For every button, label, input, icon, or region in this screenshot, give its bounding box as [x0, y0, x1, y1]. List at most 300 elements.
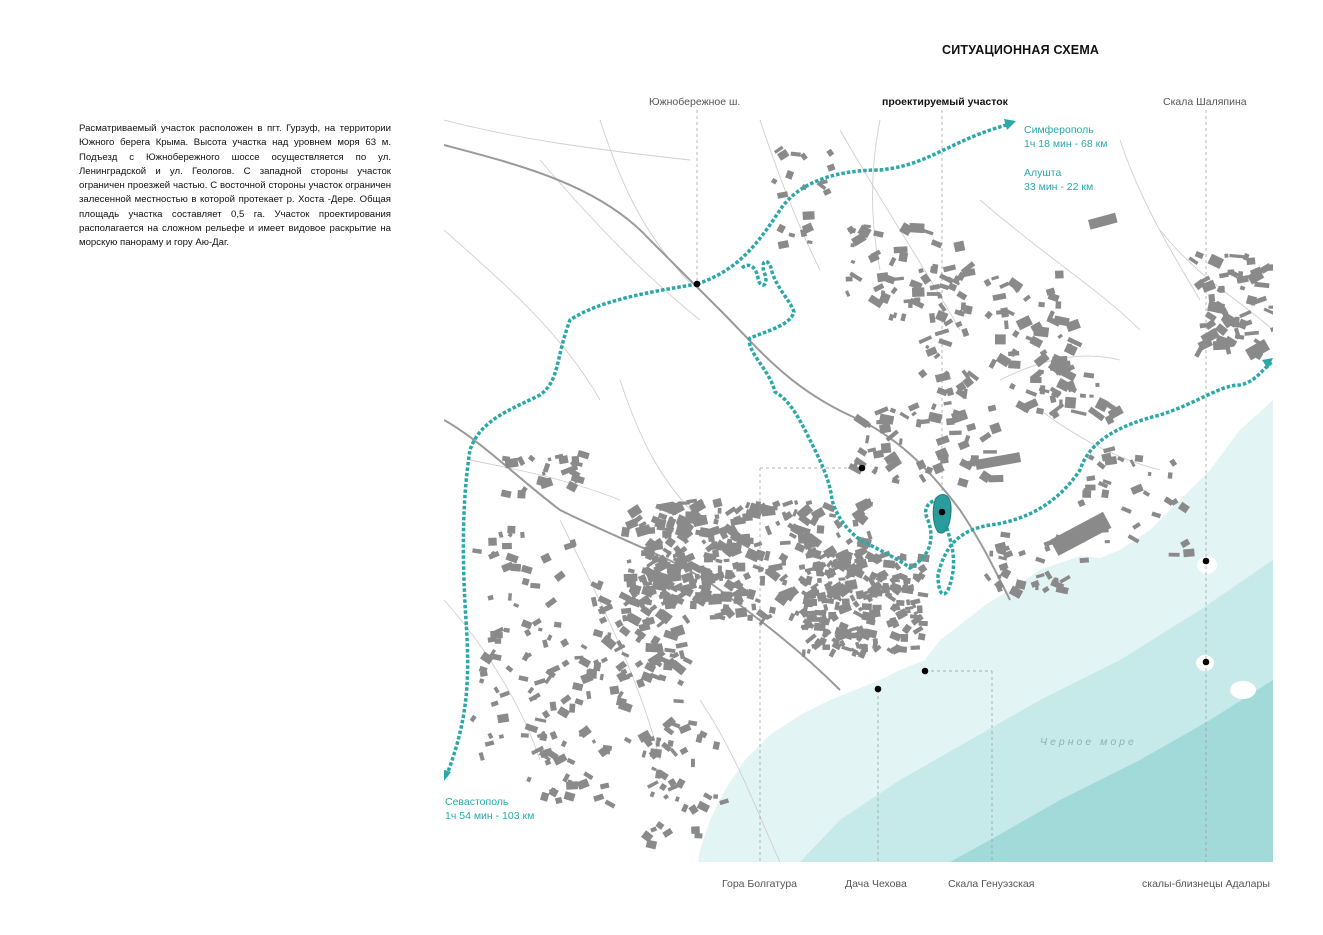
building — [681, 804, 689, 813]
building — [736, 534, 751, 545]
building — [651, 767, 657, 772]
building — [550, 731, 558, 740]
building — [918, 564, 928, 574]
building — [989, 551, 993, 557]
building — [920, 273, 931, 284]
building — [566, 781, 578, 790]
building — [586, 691, 591, 699]
building — [718, 566, 722, 573]
building — [1219, 272, 1229, 278]
building — [997, 338, 1004, 343]
building — [618, 701, 633, 713]
route-alushta-name: Алушта — [1024, 167, 1062, 179]
building — [911, 645, 921, 650]
building — [771, 178, 778, 185]
building — [1168, 472, 1173, 479]
building — [517, 490, 525, 499]
building — [826, 149, 834, 157]
route-sevastopol-name: Севастополь — [445, 796, 509, 808]
building — [845, 538, 853, 545]
building — [621, 652, 629, 658]
building — [989, 359, 997, 369]
building — [1270, 323, 1285, 332]
building — [1238, 271, 1243, 280]
building — [488, 538, 497, 546]
building — [902, 624, 912, 635]
building — [872, 605, 881, 610]
building — [989, 422, 1002, 434]
building — [919, 474, 927, 483]
building — [747, 615, 753, 621]
site-description: Расматриваемый участок расположен в пгт. Гурзуф, на территории Южного берега Крыма. Высота участка над уровнем моря 63 м. Подъезд с Южнобережного шоссе осуществляется по ул. Ленинградской и ул. Геологов. С западной стороны участок ограничен проезжей частью. С восточной стороны участок ограничен залесенной местностью в которой протекает р. Хоста -Дере. Общая площадь участка составляет 0,5 га. Участок проектирования располагается на сложном рельефе и имеет видовое раскрытие на морскую панораму и гору Аю-Даг. — [79, 123, 391, 249]
building — [949, 430, 962, 435]
building — [918, 592, 929, 598]
building — [845, 290, 850, 297]
building — [983, 450, 997, 453]
building — [988, 405, 997, 412]
building — [777, 224, 786, 234]
building — [946, 387, 954, 396]
building — [502, 543, 512, 549]
building — [891, 287, 898, 295]
building — [675, 796, 680, 802]
building — [642, 750, 647, 758]
building — [889, 257, 897, 267]
building — [567, 758, 576, 765]
building — [548, 457, 552, 461]
building — [869, 609, 881, 618]
building — [583, 771, 593, 780]
building — [487, 595, 493, 601]
building — [1012, 330, 1020, 338]
building — [723, 604, 730, 613]
building — [736, 563, 745, 572]
building — [935, 372, 951, 383]
building — [615, 619, 624, 628]
building — [528, 455, 536, 462]
building — [670, 748, 678, 757]
building — [569, 704, 575, 713]
building — [928, 412, 943, 424]
building — [769, 506, 778, 510]
building — [656, 620, 665, 628]
building — [505, 553, 518, 564]
building — [925, 345, 929, 349]
building — [796, 504, 813, 520]
building — [710, 615, 718, 620]
building — [918, 369, 927, 378]
building — [918, 268, 924, 273]
building — [931, 403, 937, 410]
building — [656, 821, 665, 830]
building — [673, 699, 683, 703]
building — [543, 463, 550, 473]
building — [495, 632, 503, 638]
building — [929, 313, 935, 323]
building — [865, 435, 870, 444]
building — [586, 669, 597, 678]
point-genoese-rock — [922, 668, 929, 675]
building — [1194, 346, 1203, 358]
building — [857, 447, 867, 456]
building — [1086, 475, 1095, 481]
building — [730, 517, 746, 526]
building — [800, 152, 808, 160]
arrow-simferopol — [1004, 119, 1016, 130]
building — [899, 412, 909, 420]
building — [1240, 286, 1246, 291]
building — [851, 260, 856, 264]
building — [1016, 315, 1033, 330]
building — [554, 571, 566, 582]
building — [521, 565, 533, 574]
building-large — [975, 452, 1021, 470]
building — [647, 780, 659, 788]
building — [479, 752, 485, 761]
building — [827, 164, 836, 172]
building — [490, 631, 496, 638]
building — [751, 603, 756, 610]
building — [992, 293, 1006, 301]
building — [916, 419, 923, 428]
building — [530, 583, 540, 589]
building — [901, 634, 909, 642]
building — [591, 597, 598, 607]
building — [788, 613, 795, 622]
route-simferopol — [697, 124, 1010, 284]
building — [662, 828, 673, 838]
building — [931, 264, 938, 274]
building — [806, 611, 815, 615]
building — [507, 526, 515, 534]
building — [1033, 326, 1049, 338]
building — [1135, 455, 1144, 463]
building — [939, 283, 950, 290]
building — [912, 287, 925, 297]
building — [1071, 409, 1087, 416]
building — [1009, 383, 1016, 390]
building — [492, 654, 502, 661]
building — [593, 794, 604, 802]
building — [841, 646, 852, 652]
building — [627, 559, 632, 563]
building — [765, 525, 772, 535]
building — [829, 513, 836, 517]
building — [979, 432, 991, 443]
building — [892, 573, 903, 581]
building — [609, 686, 619, 695]
building — [1239, 310, 1251, 318]
building — [667, 740, 673, 747]
building — [788, 233, 795, 238]
building — [791, 152, 801, 157]
building — [646, 739, 649, 744]
building — [879, 423, 891, 433]
building — [735, 607, 747, 618]
building — [794, 500, 798, 505]
building — [1151, 512, 1161, 519]
building — [743, 572, 751, 580]
building — [883, 583, 889, 591]
building — [849, 594, 855, 601]
building — [557, 706, 570, 718]
building — [943, 264, 956, 272]
building — [493, 686, 499, 693]
building — [572, 682, 583, 691]
building — [581, 644, 588, 650]
point-upper — [859, 465, 866, 472]
building-large — [1088, 213, 1118, 230]
building — [889, 631, 901, 642]
building — [918, 621, 927, 626]
building — [817, 578, 822, 583]
building — [814, 610, 825, 616]
building — [1000, 532, 1010, 538]
building — [968, 461, 972, 466]
building — [900, 313, 906, 321]
label-shalyapin-rock: Скала Шаляпина — [1163, 96, 1247, 108]
building — [691, 826, 700, 834]
building — [905, 606, 913, 610]
building — [906, 599, 910, 605]
building — [498, 531, 503, 538]
label-bolgatura: Гора Болгатура — [722, 878, 797, 890]
building — [555, 797, 563, 804]
building — [1169, 553, 1180, 557]
building — [966, 423, 976, 432]
building — [540, 553, 551, 564]
building — [1183, 549, 1195, 558]
building — [622, 615, 627, 622]
building — [547, 634, 553, 641]
building — [688, 804, 698, 815]
building — [560, 694, 571, 704]
building — [961, 328, 969, 337]
building — [650, 827, 657, 833]
building — [799, 564, 806, 570]
building — [999, 282, 1009, 289]
building — [836, 532, 841, 538]
building — [545, 597, 557, 608]
building — [847, 225, 856, 234]
building — [592, 739, 597, 744]
building — [850, 243, 854, 247]
building — [532, 618, 542, 626]
building — [1055, 271, 1064, 279]
building — [754, 541, 763, 547]
building — [938, 338, 952, 347]
building — [1229, 254, 1244, 259]
building — [957, 478, 968, 488]
building — [663, 794, 669, 800]
building — [777, 191, 788, 198]
point-site — [939, 509, 946, 516]
building — [505, 665, 513, 673]
building — [918, 633, 926, 641]
building — [535, 717, 547, 723]
building — [542, 710, 550, 719]
building — [522, 578, 530, 586]
building — [1083, 372, 1094, 378]
building — [521, 733, 529, 738]
building — [1188, 257, 1198, 265]
building — [857, 595, 860, 599]
building — [650, 791, 655, 797]
building — [769, 607, 776, 614]
label-black-sea: Черное море — [1040, 736, 1137, 748]
building — [554, 622, 562, 628]
building — [593, 629, 604, 638]
building — [545, 759, 552, 766]
building — [1038, 302, 1045, 308]
building — [1207, 254, 1224, 269]
building — [859, 644, 868, 650]
building — [491, 700, 499, 707]
building — [1057, 334, 1063, 339]
building — [1148, 472, 1152, 476]
building — [780, 541, 791, 545]
building — [621, 608, 631, 614]
building — [542, 639, 548, 648]
building — [540, 792, 549, 802]
building — [1085, 485, 1095, 491]
building — [908, 402, 920, 411]
label-genoese-rock: Скала Генуэзская — [948, 878, 1035, 890]
building — [513, 603, 519, 608]
building — [1080, 557, 1090, 563]
route-sevastopol-time: 1ч 54 мин - 103 км — [445, 810, 535, 822]
building — [472, 548, 482, 554]
page-title: СИТУАЦИОННАЯ СХЕМА — [942, 43, 1100, 57]
building — [1007, 277, 1023, 292]
building — [600, 674, 604, 681]
building — [508, 593, 512, 601]
building — [1059, 399, 1063, 408]
building — [1035, 557, 1045, 564]
building — [1095, 383, 1099, 387]
building — [683, 657, 693, 665]
building — [778, 240, 790, 249]
building — [712, 498, 722, 508]
building — [1025, 389, 1037, 397]
building — [635, 660, 644, 668]
building — [577, 450, 590, 459]
building — [822, 645, 830, 650]
building — [930, 284, 940, 291]
building — [813, 589, 819, 594]
building — [682, 614, 690, 624]
building — [664, 648, 675, 653]
building — [1224, 254, 1228, 258]
point-dacha-chekhova — [875, 686, 882, 693]
building — [715, 514, 720, 519]
building — [936, 435, 950, 446]
building — [628, 568, 635, 573]
building — [600, 783, 610, 790]
building-large — [1050, 512, 1111, 556]
building — [1130, 484, 1143, 495]
building — [984, 311, 992, 320]
building — [794, 610, 800, 616]
building — [526, 777, 531, 783]
building — [657, 738, 661, 742]
building — [862, 603, 872, 610]
building — [638, 623, 650, 632]
building — [575, 698, 584, 705]
building — [521, 619, 533, 629]
route-simferopol-name: Симферополь — [1024, 124, 1094, 136]
building — [695, 574, 700, 580]
building — [658, 674, 667, 681]
building — [510, 563, 521, 571]
building — [520, 532, 525, 538]
building — [538, 628, 543, 632]
building — [524, 629, 531, 637]
building — [518, 675, 528, 682]
building — [718, 508, 722, 514]
building — [899, 438, 903, 444]
building — [894, 246, 908, 253]
building — [599, 616, 607, 624]
building — [713, 519, 719, 525]
building — [799, 533, 812, 543]
building — [1195, 251, 1204, 259]
building — [913, 626, 924, 635]
building — [695, 833, 703, 838]
building — [817, 525, 825, 534]
building — [548, 787, 558, 797]
building — [828, 581, 832, 585]
building — [676, 642, 688, 649]
building — [850, 633, 859, 639]
building — [488, 733, 494, 740]
building — [781, 559, 786, 565]
building — [828, 612, 836, 619]
building — [802, 649, 806, 657]
building — [659, 783, 667, 791]
building — [1263, 308, 1275, 316]
building — [1004, 320, 1009, 329]
building — [624, 737, 632, 744]
building — [1080, 394, 1086, 398]
building — [896, 646, 907, 653]
building — [560, 638, 569, 647]
building — [715, 559, 722, 564]
building — [833, 561, 845, 568]
label-dacha-chekhova: Дача Чехова — [845, 878, 907, 890]
label-highway: Южнобережное ш. — [649, 96, 741, 108]
building — [698, 565, 705, 572]
building — [561, 740, 567, 747]
building — [893, 312, 897, 318]
building — [539, 733, 547, 741]
building — [1008, 360, 1021, 369]
building — [984, 278, 992, 286]
building — [775, 520, 780, 526]
building — [898, 252, 908, 262]
building — [1089, 395, 1093, 398]
building — [1097, 461, 1106, 470]
building — [745, 502, 751, 509]
building — [562, 659, 570, 667]
building — [807, 599, 817, 606]
building — [846, 276, 853, 281]
building — [871, 589, 883, 597]
point-adalary — [1203, 659, 1210, 666]
building — [984, 573, 992, 582]
building — [601, 635, 617, 650]
building — [641, 527, 655, 534]
